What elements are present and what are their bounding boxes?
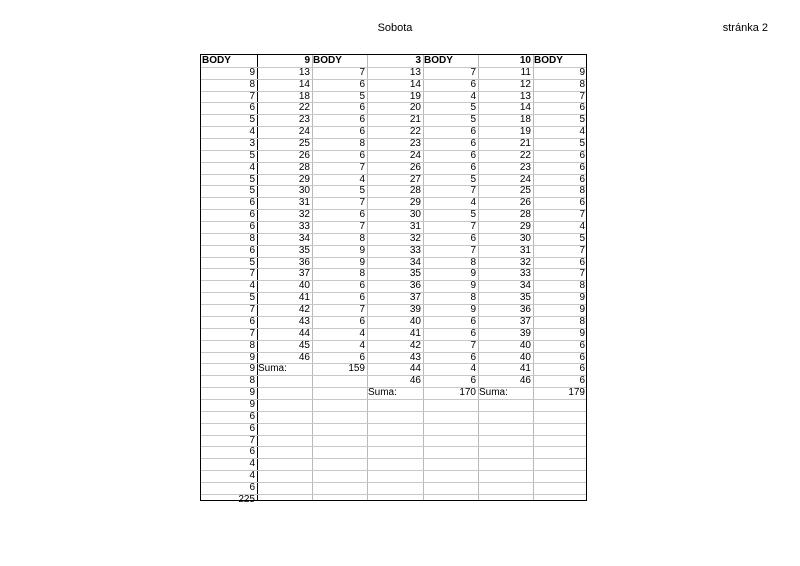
- table-cell: 21: [519, 138, 531, 150]
- table-cell: 9: [470, 280, 476, 292]
- table-cell: 39: [409, 304, 421, 316]
- table-cell: 6: [579, 363, 585, 375]
- table-cell: 22: [519, 149, 531, 161]
- table-cell: 13: [519, 90, 531, 102]
- table-cell: 7: [470, 244, 476, 256]
- table-cell: 30: [409, 209, 421, 221]
- table-cell: 14: [409, 78, 421, 90]
- table-cell: 9: [470, 268, 476, 280]
- row-divider: [201, 446, 586, 447]
- table-cell: 9: [249, 351, 255, 363]
- row-divider: [201, 411, 586, 412]
- table-cell: 4: [249, 470, 255, 482]
- row-divider: [201, 470, 586, 471]
- table-cell: 12: [519, 78, 531, 90]
- table-cell: 9: [470, 304, 476, 316]
- table-cell: 7: [579, 268, 585, 280]
- table-cell: 9: [579, 304, 585, 316]
- table-cell: 6: [470, 149, 476, 161]
- table-cell: 36: [519, 304, 531, 316]
- table-cell: 7: [470, 339, 476, 351]
- row-divider: [201, 482, 586, 483]
- table-cell: 4: [359, 339, 365, 351]
- table-cell: 4: [579, 221, 585, 233]
- column-header-body: BODY: [424, 55, 453, 66]
- row-divider: [201, 494, 586, 495]
- table-cell: 22: [409, 126, 421, 138]
- total-cell: 225: [238, 493, 255, 505]
- table-cell: 39: [519, 327, 531, 339]
- table-cell: 9: [249, 363, 255, 375]
- table-cell: 7: [249, 434, 255, 446]
- table-cell: 22: [298, 102, 310, 114]
- table-cell: 9: [359, 244, 365, 256]
- table-cell: 6: [579, 197, 585, 209]
- table-cell: 29: [519, 221, 531, 233]
- table-cell: 6: [249, 221, 255, 233]
- table-cell: 40: [519, 351, 531, 363]
- table-cell: 7: [359, 161, 365, 173]
- table-cell: 36: [298, 256, 310, 268]
- table-cell: 4: [359, 173, 365, 185]
- table-cell: 9: [579, 327, 585, 339]
- table-cell: 42: [298, 304, 310, 316]
- table-cell: 6: [579, 256, 585, 268]
- table-cell: 40: [298, 280, 310, 292]
- table-cell: 8: [249, 232, 255, 244]
- table-cell: 41: [298, 292, 310, 304]
- table-cell: 3: [249, 138, 255, 150]
- table-cell: 7: [249, 327, 255, 339]
- table-cell: 46: [519, 375, 531, 387]
- table-cell: 40: [409, 315, 421, 327]
- table-cell: 4: [249, 280, 255, 292]
- table-cell: 6: [470, 351, 476, 363]
- table-cell: 5: [470, 114, 476, 126]
- table-cell: 44: [409, 363, 421, 375]
- table-cell: 6: [579, 149, 585, 161]
- table-cell: 45: [298, 339, 310, 351]
- table-cell: 8: [470, 292, 476, 304]
- table-cell: 5: [470, 102, 476, 114]
- table-cell: 41: [519, 363, 531, 375]
- table-cell: 5: [470, 209, 476, 221]
- table-cell: 8: [579, 315, 585, 327]
- table-cell: 6: [249, 481, 255, 493]
- table-cell: 5: [579, 138, 585, 150]
- table-cell: 8: [249, 339, 255, 351]
- table-cell: 13: [409, 66, 421, 78]
- table-cell: 6: [579, 351, 585, 363]
- table-cell: 6: [359, 114, 365, 126]
- table-cell: 9: [249, 66, 255, 78]
- page-title: Sobota: [377, 22, 413, 34]
- table-cell: 25: [298, 138, 310, 150]
- table-cell: 25: [519, 185, 531, 197]
- column-header-body: BODY: [202, 55, 231, 66]
- table-cell: 8: [579, 280, 585, 292]
- table-cell: 5: [249, 173, 255, 185]
- table-cell: 6: [359, 280, 365, 292]
- table-cell: 14: [298, 78, 310, 90]
- table-cell: 5: [470, 173, 476, 185]
- table-cell: 6: [579, 339, 585, 351]
- table-cell: 6: [249, 197, 255, 209]
- table-cell: 19: [409, 90, 421, 102]
- table-cell: 33: [519, 268, 531, 280]
- table-cell: 23: [409, 138, 421, 150]
- table-cell: 31: [409, 221, 421, 233]
- sum-label: Suma:: [368, 387, 397, 399]
- table-cell: 6: [359, 292, 365, 304]
- table-cell: 6: [249, 102, 255, 114]
- table-cell: 7: [359, 66, 365, 78]
- table-cell: 6: [359, 78, 365, 90]
- table-cell: 8: [359, 268, 365, 280]
- table-cell: 8: [249, 78, 255, 90]
- table-cell: 27: [409, 173, 421, 185]
- table-cell: 6: [579, 161, 585, 173]
- table-cell: 24: [519, 173, 531, 185]
- table-cell: 4: [249, 458, 255, 470]
- table-cell: 7: [359, 304, 365, 316]
- sum-label: Suma:: [258, 363, 287, 375]
- table-cell: 37: [298, 268, 310, 280]
- table-cell: 32: [298, 209, 310, 221]
- table-cell: 5: [359, 185, 365, 197]
- table-cell: 5: [249, 114, 255, 126]
- table-cell: 24: [409, 149, 421, 161]
- table-cell: 28: [298, 161, 310, 173]
- column-header-number: 10: [519, 55, 531, 66]
- table-cell: 14: [519, 102, 531, 114]
- table-cell: 40: [519, 339, 531, 351]
- table-cell: 7: [359, 221, 365, 233]
- table-cell: 7: [470, 221, 476, 233]
- score-table: [200, 54, 587, 505]
- table-cell: 8: [579, 185, 585, 197]
- table-cell: 6: [470, 138, 476, 150]
- table-cell: 6: [470, 78, 476, 90]
- table-cell: 6: [359, 351, 365, 363]
- table-cell: 18: [298, 90, 310, 102]
- table-cell: 23: [519, 161, 531, 173]
- table-cell: 6: [359, 126, 365, 138]
- table-cell: 6: [470, 375, 476, 387]
- table-cell: 29: [409, 197, 421, 209]
- table-cell: 6: [359, 102, 365, 114]
- table-cell: 36: [409, 280, 421, 292]
- table-cell: 5: [579, 232, 585, 244]
- column-header-body: BODY: [534, 55, 563, 66]
- column-header-body: BODY: [313, 55, 342, 66]
- table-cell: 4: [470, 90, 476, 102]
- row-divider: [201, 435, 586, 436]
- table-cell: 31: [519, 244, 531, 256]
- table-cell: 46: [298, 351, 310, 363]
- table-cell: 33: [409, 244, 421, 256]
- table-cell: 11: [520, 66, 531, 78]
- table-cell: 7: [249, 90, 255, 102]
- table-cell: 20: [409, 102, 421, 114]
- table-cell: 34: [409, 256, 421, 268]
- table-cell: 32: [519, 256, 531, 268]
- table-cell: 7: [249, 304, 255, 316]
- table-cell: 6: [470, 161, 476, 173]
- table-cell: 42: [409, 339, 421, 351]
- table-cell: 6: [579, 102, 585, 114]
- table-cell: 7: [470, 185, 476, 197]
- table-cell: 5: [249, 256, 255, 268]
- sum-value: 159: [348, 363, 365, 375]
- table-cell: 7: [579, 209, 585, 221]
- table-cell: 13: [298, 66, 310, 78]
- table-cell: 6: [249, 422, 255, 434]
- table-cell: 9: [579, 66, 585, 78]
- row-divider: [201, 458, 586, 459]
- table-cell: 7: [249, 268, 255, 280]
- table-cell: 34: [298, 232, 310, 244]
- table-cell: 8: [470, 256, 476, 268]
- table-cell: 41: [409, 327, 421, 339]
- table-cell: 8: [579, 78, 585, 90]
- table-cell: 24: [298, 126, 310, 138]
- row-divider: [201, 399, 586, 400]
- table-cell: 43: [409, 351, 421, 363]
- table-cell: 34: [519, 280, 531, 292]
- table-cell: 6: [359, 315, 365, 327]
- table-cell: 6: [249, 446, 255, 458]
- table-cell: 4: [249, 161, 255, 173]
- table-cell: 9: [359, 256, 365, 268]
- table-cell: 5: [359, 90, 365, 102]
- table-cell: 7: [359, 197, 365, 209]
- table-cell: 6: [359, 209, 365, 221]
- table-cell: 26: [298, 149, 310, 161]
- table-cell: 35: [519, 292, 531, 304]
- table-cell: 9: [249, 387, 255, 399]
- table-cell: 8: [359, 232, 365, 244]
- table-cell: 28: [519, 209, 531, 221]
- table-cell: 37: [409, 292, 421, 304]
- table-cell: 9: [249, 398, 255, 410]
- table-cell: 5: [249, 149, 255, 161]
- table-cell: 9: [579, 292, 585, 304]
- table-cell: 4: [579, 126, 585, 138]
- table-cell: 21: [409, 114, 421, 126]
- table-cell: 7: [579, 90, 585, 102]
- column-header-number: 9: [304, 55, 310, 66]
- table-cell: 6: [579, 173, 585, 185]
- table-cell: 37: [519, 315, 531, 327]
- table-cell: 28: [409, 185, 421, 197]
- table-cell: 6: [249, 410, 255, 422]
- sum-label: Suma:: [479, 387, 508, 399]
- table-cell: 4: [470, 197, 476, 209]
- table-cell: 6: [249, 244, 255, 256]
- table-cell: 5: [579, 114, 585, 126]
- table-cell: 30: [519, 232, 531, 244]
- table-cell: 6: [249, 209, 255, 221]
- table-cell: 19: [519, 126, 531, 138]
- table-cell: 4: [359, 327, 365, 339]
- table-cell: 26: [519, 197, 531, 209]
- table-cell: 29: [298, 173, 310, 185]
- row-divider: [201, 423, 586, 424]
- table-cell: 5: [249, 292, 255, 304]
- table-cell: 46: [409, 375, 421, 387]
- table-cell: 6: [359, 149, 365, 161]
- table-cell: 30: [298, 185, 310, 197]
- table-cell: 44: [298, 327, 310, 339]
- table-cell: 31: [298, 197, 310, 209]
- table-cell: 5: [249, 185, 255, 197]
- table-cell: 32: [409, 232, 421, 244]
- table-cell: 35: [409, 268, 421, 280]
- table-cell: 43: [298, 315, 310, 327]
- table-cell: 6: [470, 232, 476, 244]
- table-cell: 4: [470, 363, 476, 375]
- table-cell: 7: [579, 244, 585, 256]
- table-cell: 6: [579, 375, 585, 387]
- table-cell: 23: [298, 114, 310, 126]
- table-cell: 18: [519, 114, 531, 126]
- table-cell: 6: [470, 315, 476, 327]
- page-number: stránka 2: [722, 22, 768, 34]
- table-cell: 33: [298, 221, 310, 233]
- table-cell: 6: [249, 315, 255, 327]
- sum-value: 179: [568, 387, 585, 399]
- sum-value: 170: [459, 387, 476, 399]
- table-cell: 6: [470, 126, 476, 138]
- table-cell: 4: [249, 126, 255, 138]
- column-header-number: 3: [415, 55, 421, 66]
- table-cell: 8: [249, 375, 255, 387]
- table-cell: 26: [409, 161, 421, 173]
- table-cell: 6: [470, 327, 476, 339]
- table-cell: 7: [470, 66, 476, 78]
- table-cell: 35: [298, 244, 310, 256]
- table-cell: 8: [359, 138, 365, 150]
